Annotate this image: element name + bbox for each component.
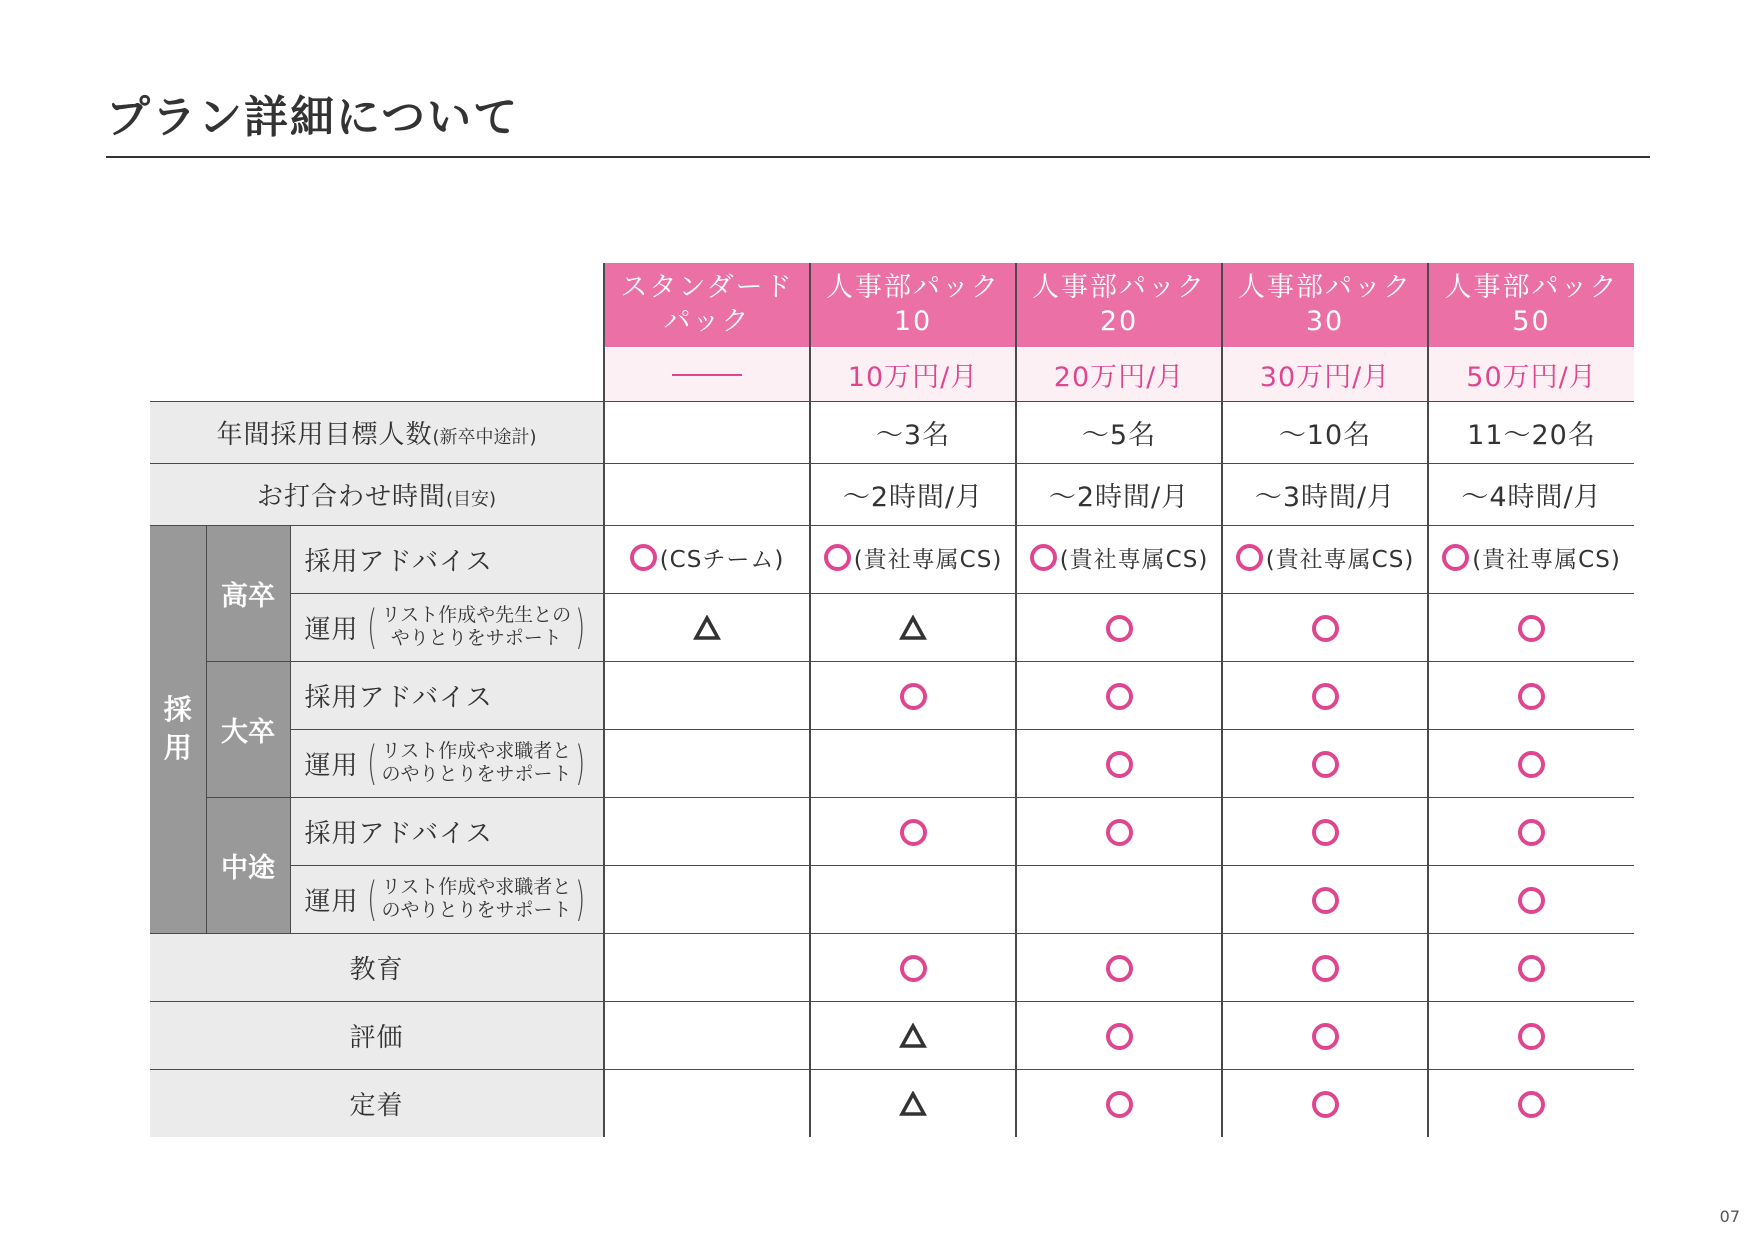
title-underline <box>106 156 1650 158</box>
value-cell: 〜10名 <box>1222 401 1428 463</box>
price-pack-50: 50万円/月 <box>1428 347 1634 401</box>
circle-icon <box>1106 819 1133 846</box>
row-label-sub: (新卒中途計) <box>432 426 537 448</box>
plan-comparison-table <box>150 263 1634 1137</box>
highschool-group-label: 高卒 <box>206 525 290 661</box>
triangle-icon <box>899 1023 927 1049</box>
advice-label: 採用アドバイス <box>290 525 604 593</box>
plan-header-standard <box>604 263 810 347</box>
circle-icon <box>1106 751 1133 778</box>
operation-label <box>290 729 604 797</box>
mark-cell <box>1016 729 1222 797</box>
mark-cell <box>1016 593 1222 661</box>
mark-cell <box>1222 593 1428 661</box>
plan-header-pack-50 <box>1428 263 1634 347</box>
circle-icon <box>1312 887 1339 914</box>
operation-label-text: 運用 <box>304 750 359 781</box>
operation-label <box>290 593 604 661</box>
mark-cell <box>1428 729 1634 797</box>
note-line: リスト作成や求職者と <box>381 876 572 898</box>
close-paren: ) <box>575 872 587 926</box>
mark-cell <box>1428 1001 1634 1069</box>
page-title: プラン詳細について <box>106 92 520 143</box>
recruitment-group-label <box>150 525 206 933</box>
plan-name-row <box>150 263 1634 347</box>
plan-name: 人事部パック <box>1238 271 1412 303</box>
value-cell: 〜5名 <box>1016 401 1222 463</box>
mark-cell <box>810 1001 1016 1069</box>
retention-row <box>150 1069 1634 1137</box>
row-label-sub: (目安) <box>445 488 497 510</box>
circle-with-note <box>824 541 1003 574</box>
plan-name-sub: 50 <box>1512 305 1551 337</box>
triangle-icon <box>693 615 721 641</box>
mark-cell <box>1428 1069 1634 1137</box>
price-pack-30: 30万円/月 <box>1222 347 1428 401</box>
advice-cell-pack-20 <box>1016 525 1222 593</box>
circle-icon <box>1312 751 1339 778</box>
mark-cell <box>1222 797 1428 865</box>
mark-cell <box>1016 661 1222 729</box>
value-cell: 〜3名 <box>810 401 1016 463</box>
advice-label: 採用アドバイス <box>290 661 604 729</box>
cs-note: (貴社専属CS) <box>1265 546 1415 573</box>
mark-cell <box>1016 865 1222 933</box>
header-blank <box>150 263 604 347</box>
evaluation-label: 評価 <box>150 1001 604 1069</box>
note-text <box>381 876 571 922</box>
mark-cell <box>604 933 810 1001</box>
circle-icon <box>1518 887 1545 914</box>
circle-with-note <box>1236 541 1415 574</box>
circle-icon <box>1518 819 1545 846</box>
circle-icon <box>1106 683 1133 710</box>
circle-icon <box>1312 1023 1339 1050</box>
recruit-highschool-operation-row <box>150 593 1634 661</box>
row-label-text: 年間採用目標人数 <box>216 419 433 450</box>
mark-cell <box>810 593 1016 661</box>
advice-cell-pack-10 <box>810 525 1016 593</box>
circle-icon <box>900 683 927 710</box>
open-paren: ( <box>366 872 378 926</box>
price-blank <box>150 347 604 401</box>
plan-name-sub: 20 <box>1099 305 1139 337</box>
group-label-char: 用 <box>163 731 192 764</box>
circle-icon <box>1518 683 1545 710</box>
circle-icon <box>1030 544 1057 571</box>
mark-cell <box>604 865 810 933</box>
operation-note <box>363 872 591 926</box>
close-paren: ) <box>575 600 586 654</box>
price-standard <box>604 347 810 401</box>
advice-cell-pack-50 <box>1428 525 1634 593</box>
mark-cell <box>1428 865 1634 933</box>
circle-icon <box>1518 751 1545 778</box>
cs-note: (CSチーム) <box>659 546 785 573</box>
plan-name-sub: 10 <box>893 305 933 337</box>
circle-icon <box>1236 544 1263 571</box>
mark-cell <box>1222 1001 1428 1069</box>
note-line: やりとりをサポート <box>390 627 562 649</box>
open-paren: ( <box>366 600 378 654</box>
plan-name: スタンダード <box>620 271 794 303</box>
mark-cell <box>810 729 1016 797</box>
plan-header-pack-20 <box>1016 263 1222 347</box>
circle-icon <box>1312 819 1339 846</box>
recruit-university-operation-row <box>150 729 1634 797</box>
mark-cell <box>1016 1001 1222 1069</box>
mark-cell <box>1428 661 1634 729</box>
circle-icon <box>1312 683 1339 710</box>
meeting-time-row <box>150 463 1634 525</box>
operation-label-text: 運用 <box>304 614 359 645</box>
price-pack-10: 10万円/月 <box>810 347 1016 401</box>
note-line: のやりとりをサポート <box>381 899 572 921</box>
midcareer-group-label: 中途 <box>206 797 290 933</box>
university-group-label: 大卒 <box>206 661 290 797</box>
circle-icon <box>1518 615 1545 642</box>
value-cell: 〜2時間/月 <box>1016 463 1222 525</box>
mark-cell <box>1222 865 1428 933</box>
triangle-icon <box>899 615 927 641</box>
education-label: 教育 <box>150 933 604 1001</box>
circle-icon <box>1106 1091 1133 1118</box>
meeting-time-label <box>150 463 604 525</box>
mark-cell <box>1222 661 1428 729</box>
note-line: リスト作成や先生との <box>381 604 572 626</box>
page-number: 07 <box>1719 1207 1740 1226</box>
plan-name-sub: パック <box>663 305 751 337</box>
plan-header-pack-30 <box>1222 263 1428 347</box>
mark-cell <box>1428 933 1634 1001</box>
cs-note: (貴社専属CS) <box>853 546 1003 573</box>
circle-icon <box>630 544 657 571</box>
mark-cell <box>1016 797 1222 865</box>
note-text <box>381 740 571 786</box>
circle-icon <box>1518 1023 1545 1050</box>
note-text <box>381 604 571 650</box>
mark-cell <box>810 661 1016 729</box>
value-cell: 〜3時間/月 <box>1222 463 1428 525</box>
price-row <box>150 347 1634 401</box>
circle-icon <box>1518 955 1545 982</box>
mark-cell <box>604 1001 810 1069</box>
mark-cell <box>1016 933 1222 1001</box>
mark-cell <box>604 661 810 729</box>
circle-with-note <box>630 541 785 574</box>
value-cell: 〜4時間/月 <box>1428 463 1634 525</box>
mark-cell <box>1222 1069 1428 1137</box>
circle-icon <box>824 544 851 571</box>
recruit-midcareer-operation-row <box>150 865 1634 933</box>
annual-hires-row <box>150 401 1634 463</box>
education-row <box>150 933 1634 1001</box>
open-paren: ( <box>366 736 378 790</box>
mark-cell <box>1428 593 1634 661</box>
annual-hires-label <box>150 401 604 463</box>
mark-cell <box>604 1069 810 1137</box>
circle-icon <box>1106 615 1133 642</box>
recruit-university-advice-row <box>150 661 1634 729</box>
mark-cell <box>810 1069 1016 1137</box>
mark-cell <box>1428 797 1634 865</box>
circle-icon <box>1106 1023 1133 1050</box>
circle-icon <box>1312 615 1339 642</box>
circle-icon <box>1312 1091 1339 1118</box>
circle-icon <box>1312 955 1339 982</box>
mark-cell <box>810 797 1016 865</box>
price-pack-20: 20万円/月 <box>1016 347 1222 401</box>
note-line: リスト作成や求職者と <box>381 740 572 762</box>
operation-note <box>363 736 591 790</box>
triangle-icon <box>899 1091 927 1117</box>
mark-cell <box>1222 729 1428 797</box>
cs-note: (貴社専属CS) <box>1059 546 1209 573</box>
retention-label: 定着 <box>150 1069 604 1137</box>
mark-cell <box>604 797 810 865</box>
operation-label <box>290 865 604 933</box>
mark-cell <box>604 593 810 661</box>
value-cell: 11〜20名 <box>1428 401 1634 463</box>
plan-name: 人事部パック <box>1032 271 1206 303</box>
value-cell <box>604 401 810 463</box>
circle-icon <box>1518 1091 1545 1118</box>
mark-cell <box>1016 1069 1222 1137</box>
value-cell: 〜2時間/月 <box>810 463 1016 525</box>
circle-with-note <box>1030 541 1209 574</box>
plan-name-sub: 30 <box>1305 305 1345 337</box>
value-cell <box>604 463 810 525</box>
circle-icon <box>1442 544 1469 571</box>
operation-label-text: 運用 <box>304 886 359 917</box>
plan-header-pack-10 <box>810 263 1016 347</box>
recruit-midcareer-advice-row <box>150 797 1634 865</box>
advice-cell-pack-30 <box>1222 525 1428 593</box>
no-price-dash <box>672 374 742 376</box>
row-label-text: お打合わせ時間 <box>256 481 446 512</box>
mark-cell <box>810 865 1016 933</box>
note-line: のやりとりをサポート <box>381 763 572 785</box>
circle-icon <box>900 955 927 982</box>
mark-cell <box>604 729 810 797</box>
recruit-highschool-advice-row <box>150 525 1634 593</box>
circle-icon <box>900 819 927 846</box>
operation-note <box>363 600 591 654</box>
circle-with-note <box>1442 541 1621 574</box>
close-paren: ) <box>575 736 587 790</box>
advice-cell-standard <box>604 525 810 593</box>
plan-name: 人事部パック <box>1444 271 1619 303</box>
mark-cell <box>1222 933 1428 1001</box>
cs-note: (貴社専属CS) <box>1472 546 1621 573</box>
evaluation-row <box>150 1001 1634 1069</box>
circle-icon <box>1106 955 1133 982</box>
advice-label: 採用アドバイス <box>290 797 604 865</box>
group-label-char: 採 <box>163 693 192 726</box>
plan-name: 人事部パック <box>826 271 1000 303</box>
mark-cell <box>810 933 1016 1001</box>
